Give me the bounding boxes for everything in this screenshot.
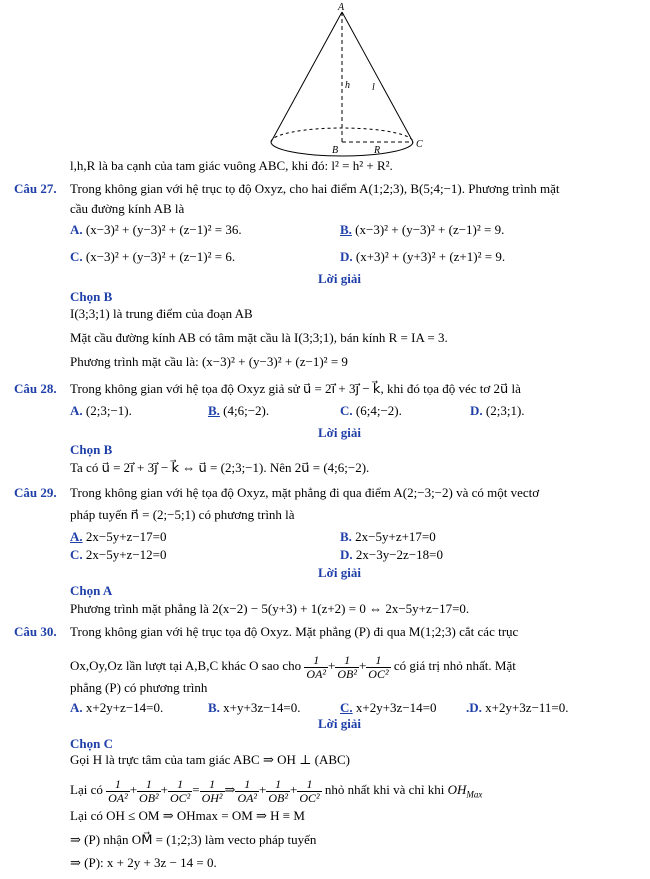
q28-option-d — [470, 403, 525, 419]
q30-stem-line1: Trong không gian với hệ trục tọa độ Oxyz. Mặt phẳng (P) đi qua M(1;2;3) cắt các trục — [70, 624, 519, 639]
q29-option-d-label: D. — [340, 547, 353, 562]
q29-option-c-text: 2x−5y+z−12=0 — [85, 547, 167, 562]
q30-frac-oa — [304, 654, 328, 681]
q30-sol2-oh: OH — [447, 782, 467, 797]
q30-sol-frac-ob-den: OB² — [139, 790, 159, 805]
q30-option-a-label: A. — [70, 700, 83, 715]
q30-sol-frac-oc-den: OC² — [169, 790, 191, 805]
q30-choice: Chọn C — [70, 736, 113, 751]
q30-solution-line1: Gọi H là trực tâm của tam giác ABC ⇒ OH ⊥ (ABC) — [70, 752, 351, 767]
q30-frac-ob-den: OB² — [337, 666, 357, 681]
q27-option-b-text: (x−3)² + (y−3)² + (z−1)² = 9. — [355, 222, 505, 237]
q28-solution-line1: Ta có u⃗ = 2i⃗ + 3j⃗ − k⃗ ⇔ u⃗ = (2;3;−1). Nên 2u⃗ = (4;6;−2). — [70, 460, 370, 475]
q27-label: Câu 27. — [14, 181, 57, 196]
q29-option-b-label: B. — [340, 529, 352, 544]
q29-option-d — [340, 547, 443, 563]
q29-option-c-label: C. — [70, 547, 83, 562]
q29-stem-line2: pháp tuyến n⃗ = (2;−5;1) có phương trình là — [70, 507, 295, 522]
cone-left-edge — [271, 12, 342, 142]
q30-sol-frac-ob — [137, 778, 161, 805]
q27-option-c-label: C. — [70, 249, 83, 264]
cone-drawing — [271, 12, 413, 156]
q30-sol-frac-oc — [168, 778, 192, 805]
q27-stem-line1: Trong không gian với hệ trục tọ độ Oxyz, cho hai điểm A(1;2;3), B(5;4;−1). Phương trình mặt — [70, 181, 560, 196]
q29-option-c — [70, 547, 167, 563]
q30-sol-frac-oh — [200, 778, 225, 805]
q28-choice: Chọn B — [70, 442, 113, 457]
q30-option-c-label: C. — [340, 700, 353, 715]
q27-option-d — [340, 249, 505, 265]
q30-solution-header: Lời giải — [318, 716, 361, 731]
q27-solution-line2: Mặt cầu đường kính AB có tâm mặt cầu là I(3;3;1), bán kính R = IA = 3. — [70, 330, 448, 345]
q28-option-b-label: B. — [208, 403, 220, 418]
q30-sol-frac-ob-num: 1 — [137, 778, 161, 792]
q28-label: Câu 28. — [14, 381, 57, 396]
q30-sol-frac-oc2 — [297, 778, 321, 805]
q30-frac-ob — [335, 654, 359, 681]
q30-solution-line4: ⇒ (P) nhận OM⃗ = (1;2;3) làm vecto pháp tuyến — [70, 832, 317, 847]
q29-choice: Chọn A — [70, 583, 113, 598]
q30-frac-oa-den: OA² — [306, 666, 326, 681]
q30-frac-ob-num: 1 — [335, 654, 359, 668]
q28-option-a-label: A. — [70, 403, 83, 418]
q30-frac-oc-num: 1 — [366, 654, 390, 668]
q29-option-d-text: 2x−3y−2z−18=0 — [355, 547, 443, 562]
q28-stem: Trong không gian với hệ tọa độ Oxyz giả sử u⃗ = 2i⃗ + 3j⃗ − k⃗, khi đó tọa độ véc tơ 2u⃗ là — [70, 381, 521, 396]
q27-solution-header: Lời giải — [318, 271, 361, 286]
q30-sol-frac-oa-num: 1 — [106, 778, 130, 792]
q30-sol2-suffix: nhỏ nhất khi và chỉ khi — [324, 782, 445, 797]
q29-stem-line1: Trong không gian với hệ tọa độ Oxyz, mặt phẳng đi qua điểm A(2;−3;−2) và có một vectơ — [70, 485, 540, 500]
cone-base-front — [271, 142, 413, 156]
q30-option-b-label: B. — [208, 700, 220, 715]
label-R: R — [374, 145, 381, 156]
q30-sol-frac-ob2 — [266, 778, 290, 805]
q29-option-b — [340, 529, 436, 545]
q29-label: Câu 29. — [14, 485, 57, 500]
q30-frac-oc — [366, 654, 390, 681]
q30-solution-line3: Lại có OH ≤ OM ⇒ OHmax = OM ⇒ H ≡ M — [70, 808, 305, 823]
q27-option-d-label: D. — [340, 249, 353, 264]
q27-solution-line3: Phương trình mặt cầu là: (x−3)² + (y−3)² + (z−1)² = 9 — [70, 354, 348, 369]
q30-sol-frac-oh-den: OH² — [201, 790, 223, 805]
q29-option-a — [70, 529, 167, 545]
q27-stem-line2: cầu đường kính AB là — [70, 201, 185, 216]
q30-option-a-text: x+2y+z−14=0. — [85, 700, 164, 715]
q30-stem-line2-start: Ox,Oy,Oz lần lượt tại A,B,C khác O sao cho — [70, 658, 302, 673]
q30-sol-frac-oc-num: 1 — [168, 778, 192, 792]
q30-option-c-text: x+2y+3z−14=0 — [355, 700, 437, 715]
label-l: l — [372, 82, 375, 93]
q30-sol-frac-oa2-den: OA² — [237, 790, 258, 805]
q28-option-a — [70, 403, 132, 419]
q30-sol-frac-oc2-den: OC² — [299, 790, 320, 805]
q30-sol-frac-ob2-num: 1 — [266, 778, 290, 792]
intro-line: l,h,R là ba cạnh của tam giác vuông ABC, khi đó: l² = h² + R². — [70, 158, 393, 173]
cone-figure — [0, 0, 650, 170]
q30-option-d-label: .D. — [466, 700, 482, 715]
q28-option-d-label: D. — [470, 403, 483, 418]
q29-option-a-text: 2x−5y+z−17=0 — [85, 529, 167, 544]
q27-option-d-text: (x+3)² + (y+3)² + (z+1)² = 9. — [355, 249, 506, 264]
q30-sol-frac-oh-num: 1 — [200, 778, 225, 792]
q27-option-a-text: (x−3)² + (y−3)² + (z−1)² = 36. — [85, 222, 242, 237]
q30-sol-frac-oa2 — [235, 778, 259, 805]
q27-solution-line1: I(3;3;1) là trung điểm của đoạn AB — [70, 306, 253, 321]
q27-option-a — [70, 222, 242, 238]
q30-sol-frac-ob2-den: OB² — [268, 790, 288, 805]
q30-sol2-prefix: Lại có — [70, 782, 103, 797]
q27-option-b-label: B. — [340, 222, 352, 237]
q28-option-c-label: C. — [340, 403, 353, 418]
q28-option-a-text: (2;3;−1). — [85, 403, 132, 418]
q30-stem-line2-end: có giá trị nhỏ nhất. Mặt — [393, 658, 516, 673]
q28-option-c — [340, 403, 402, 419]
q30-sol-frac-oa-den: OA² — [108, 790, 128, 805]
q30-solution-line5: ⇒ (P): x + 2y + 3z − 14 = 0. — [70, 855, 217, 870]
q30-option-b-text: x+y+3z−14=0. — [223, 700, 301, 715]
cone-right-edge — [342, 12, 413, 142]
q30-sol-frac-oa2-num: 1 — [235, 778, 259, 792]
label-C: C — [416, 139, 423, 150]
q30-option-d-text: x+2y+3z−11=0. — [485, 700, 569, 715]
q27-choice: Chọn B — [70, 289, 113, 304]
q30-option-c — [340, 700, 437, 716]
q30-option-d — [466, 700, 569, 716]
q30-frac-oc-den: OC² — [368, 666, 389, 681]
q29-solution-header: Lời giải — [318, 565, 361, 580]
q27-option-b — [340, 222, 504, 238]
q28-option-b-text: (4;6;−2). — [223, 403, 270, 418]
q29-option-a-label: A. — [70, 529, 83, 544]
label-A: A — [338, 2, 345, 13]
q30-stem-line2: Ox,Oy,Oz lần lượt tại A,B,C khác O sao cho $\frac{1}{\text{OA²}}$ + $\frac{1}{\text{OB²}}$ + $\frac{1}{\text{OC²}}$ có giá trị nhỏ nhất. Mặt — [70, 652, 516, 681]
q27-option-c — [70, 249, 235, 265]
q28-option-c-text: (6;4;−2). — [355, 403, 402, 418]
q27-option-a-label: A. — [70, 222, 83, 237]
q28-solution-header: Lời giải — [318, 425, 361, 440]
q29-option-b-text: 2x−5y+z+17=0 — [355, 529, 436, 544]
q30-sol-frac-oc2-num: 1 — [297, 778, 321, 792]
q30-label: Câu 30. — [14, 624, 57, 639]
label-h: h — [345, 80, 350, 91]
label-B: B — [332, 145, 339, 156]
q30-stem-line3: phẳng (P) có phương trình — [70, 680, 208, 695]
q30-sol2-max: Max — [466, 789, 483, 800]
q30-solution-line2: Lại có $\frac{1}{\text{OA²}}$ + $\frac{1}{\text{OB²}}$ + $\frac{1}{\text{OC²}}$ = $\frac{1}{\text{OH²}}$ ⇒ $\frac{1}{\text{OA²}}$ + $\frac{1}{\text{OB²}}$ + $\frac{1}{\text{OC²}}$ nhỏ nhất khi và chỉ khi $OH_{Max}$ — [70, 776, 483, 805]
q28-option-d-text: (2;3;1). — [485, 403, 525, 418]
q27-option-c-text: (x−3)² + (y−3)² + (z−1)² = 6. — [85, 249, 236, 264]
q28-option-b — [208, 403, 269, 419]
q30-frac-oa-num: 1 — [304, 654, 328, 668]
q30-option-b — [208, 700, 301, 716]
q30-sol-frac-oa — [106, 778, 130, 805]
q30-option-a — [70, 700, 163, 716]
q29-solution-line1: Phương trình mặt phẳng là 2(x−2) − 5(y+3) + 1(z+2) = 0 ⇔ 2x−5y+z−17=0. — [70, 601, 470, 616]
